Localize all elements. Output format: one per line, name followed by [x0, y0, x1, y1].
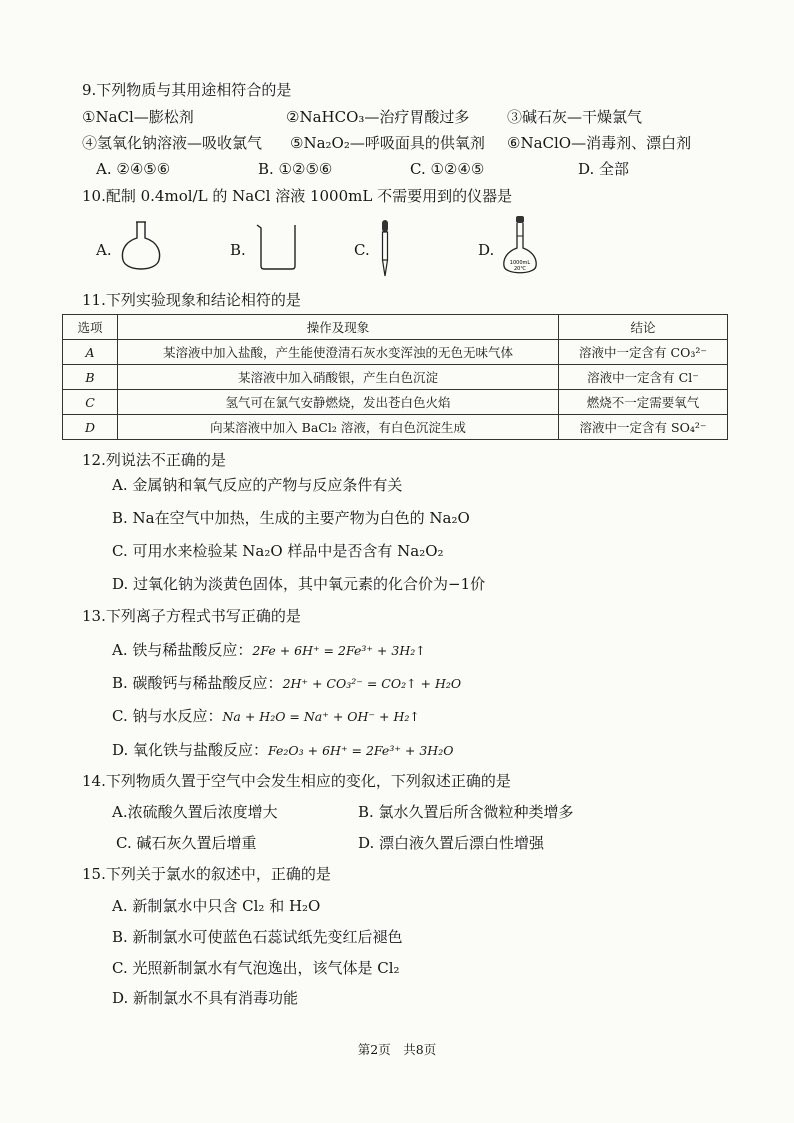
q14-option-d: D. 漂白液久置后漂白性增强	[358, 834, 545, 852]
q9-item-1: ①NaCl—膨松剂	[82, 108, 194, 126]
q12-option-b: B. Na在空气中加热，生成的主要产物为白色的 Na₂O	[112, 509, 470, 527]
table-row	[63, 340, 728, 365]
table-cell: 溶液中一定含有 CO₃²⁻	[559, 340, 728, 365]
volumetric-flask-icon	[500, 214, 540, 280]
q13-option-b-prefix: B. 碳酸钙与稀盐酸反应：	[112, 674, 283, 692]
q11-stem: 11.下列实验现象和结论相符的是	[82, 291, 301, 309]
q15-option-c: C. 光照新制氯水有气泡逸出，该气体是 Cl₂	[112, 959, 400, 977]
q9-stem: 9.下列物质与其用途相符合的是	[82, 81, 292, 99]
table-header: 操作及现象	[118, 315, 559, 340]
q12-stem: 12.列说法不正确的是	[82, 451, 226, 469]
table-cell: D	[63, 415, 118, 440]
q13-option-d	[112, 740, 453, 761]
q10-option-d: D.	[478, 241, 495, 259]
q15-option-a: A. 新制氯水中只含 Cl₂ 和 H₂O	[112, 897, 321, 915]
q13-option-d-prefix: D. 氧化铁与盐酸反应：	[112, 741, 269, 759]
q9-option-a: A. ②④⑤⑥	[96, 160, 171, 178]
table-header: 选项	[63, 315, 118, 340]
q10-option-c: C.	[354, 241, 370, 259]
q15-option-b: B. 新制氯水可使蓝色石蕊试纸先变红后褪色	[112, 928, 403, 946]
table-cell: 某溶液中加入盐酸，产生能使澄清石灰水变浑浊的无色无味气体	[118, 340, 559, 365]
table-cell: B	[63, 365, 118, 390]
q9-option-d: D. 全部	[578, 160, 630, 178]
q10-stem: 10.配制 0.4mol/L 的 NaCl 溶液 1000mL 不需要用到的仪器是	[82, 187, 513, 205]
table-cell: 燃烧不一定需要氧气	[559, 390, 728, 415]
q10-option-a: A.	[96, 241, 112, 259]
table-row	[63, 390, 728, 415]
page-number: 第2页 共8页	[357, 1042, 437, 1057]
q13-option-a	[112, 640, 426, 661]
q11-table	[62, 314, 728, 440]
q12-option-d: D. 过氧化钠为淡黄色固体，其中氧元素的化合价为−1价	[112, 575, 486, 593]
round-bottom-flask-icon	[118, 218, 164, 276]
q9-item-6: ⑥NaClO—消毒剂、漂白剂	[507, 134, 692, 152]
q9-item-3: ③碱石灰—干燥氯气	[507, 108, 643, 126]
table-header-row	[63, 315, 728, 340]
dropper-icon	[376, 218, 394, 278]
table-row	[63, 415, 728, 440]
q13-option-b-equation: 2H⁺ + CO₃²⁻ = CO₂↑ + H₂O	[282, 676, 462, 691]
q13-option-c-prefix: C. 钠与水反应：	[112, 707, 223, 725]
table-cell: A	[63, 340, 118, 365]
q14-option-c: C. 碱石灰久置后增重	[116, 834, 257, 852]
q13-option-c-equation: Na + H₂O = Na⁺ + OH⁻ + H₂↑	[222, 709, 420, 724]
q13-stem: 13.下列离子方程式书写正确的是	[82, 607, 301, 625]
q9-option-c: C. ①②④⑤	[410, 160, 485, 178]
q14-option-b: B. 氯水久置后所含微粒种类增多	[358, 803, 574, 821]
flask-capacity-label: 1000mL	[509, 260, 531, 266]
q9-item-5: ⑤Na₂O₂—呼吸面具的供氧剂	[290, 134, 485, 152]
q9-item-4: ④氢氧化钠溶液—吸收氯气	[82, 134, 263, 152]
q13-option-b	[112, 673, 461, 694]
q10-option-b: B.	[230, 241, 246, 259]
table-row	[63, 365, 728, 390]
table-header: 结论	[559, 315, 728, 340]
q12-option-c: C. 可用水来检验某 Na₂O 样品中是否含有 Na₂O₂	[112, 542, 444, 560]
table-cell: 氢气可在氯气安静燃烧，发出苍白色火焰	[118, 390, 559, 415]
q13-option-c	[112, 706, 420, 727]
flask-temperature-label: 20℃	[514, 266, 526, 272]
q13-option-a-equation: 2Fe + 6H⁺ = 2Fe³⁺ + 3H₂↑	[252, 643, 426, 658]
beaker-icon	[254, 222, 300, 272]
q13-option-a-prefix: A. 铁与稀盐酸反应：	[112, 641, 253, 659]
q9-option-b: B. ①②⑤⑥	[258, 160, 333, 178]
table-cell: 向某溶液中加入 BaCl₂ 溶液，有白色沉淀生成	[118, 415, 559, 440]
table-cell: 溶液中一定含有 SO₄²⁻	[559, 415, 728, 440]
table-cell: 某溶液中加入硝酸银，产生白色沉淀	[118, 365, 559, 390]
q15-stem: 15.下列关于氯水的叙述中，正确的是	[82, 865, 331, 883]
q13-option-d-equation: Fe₂O₃ + 6H⁺ = 2Fe³⁺ + 3H₂O	[268, 743, 454, 758]
q12-option-a: A. 金属钠和氧气反应的产物与反应条件有关	[112, 476, 403, 494]
q14-option-a: A.浓硫酸久置后浓度增大	[112, 803, 278, 821]
table-cell: C	[63, 390, 118, 415]
q9-item-2: ②NaHCO₃—治疗胃酸过多	[286, 108, 470, 126]
q14-stem: 14.下列物质久置于空气中会发生相应的变化，下列叙述正确的是	[82, 772, 511, 790]
table-cell: 溶液中一定含有 Cl⁻	[559, 365, 728, 390]
q15-option-d: D. 新制氯水不具有消毒功能	[112, 989, 299, 1007]
